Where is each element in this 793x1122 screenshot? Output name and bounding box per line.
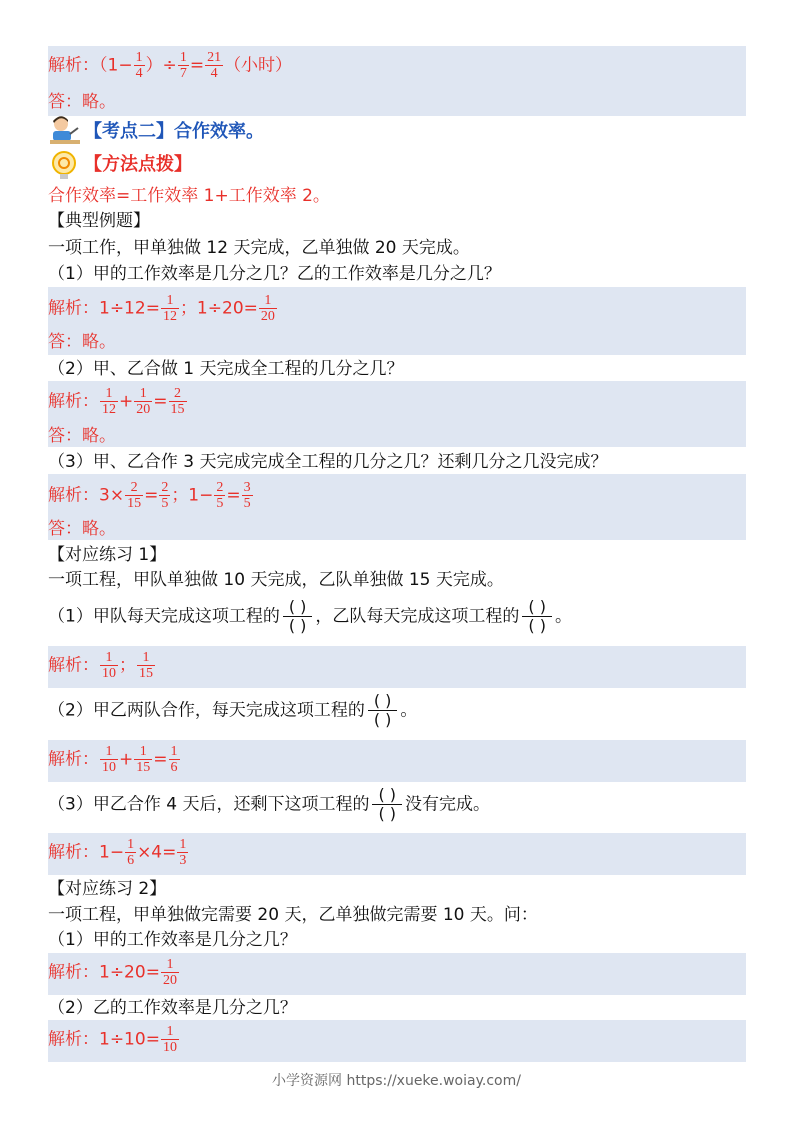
answer-blank: ( ) ( ) bbox=[522, 598, 552, 635]
fraction: $\frac{1}{12}$ bbox=[102, 386, 116, 417]
fraction: $\frac{1}{20}$ bbox=[260, 293, 275, 324]
fraction: $\frac{2}{5}$ bbox=[216, 480, 224, 511]
practice-1-solution-1: 解析： $\frac{1}{10}$ ； $\frac{1}{15}$ bbox=[48, 650, 153, 681]
answer-2: 答：略。 bbox=[48, 426, 116, 446]
practice-1-solution-2: 解析： $\frac{1}{10}$ + $\frac{1}{15}$ = $\frac{1}{6}$ bbox=[48, 744, 178, 775]
practice-2-question-1: （1）甲的工作效率是几分之几？ bbox=[48, 930, 297, 950]
practice-2-text: 一项工程，甲单独做完需要 20 天，乙单独做完需要 10 天。问： bbox=[48, 905, 538, 925]
example-text: 一项工作，甲单独做 12 天完成，乙单独做 20 天完成。 bbox=[48, 238, 470, 258]
fraction: $\frac{1}{12}$ bbox=[162, 293, 177, 324]
answer-1: 答：略。 bbox=[48, 332, 116, 352]
question-1: （1）甲的工作效率是几分之几？乙的工作效率是几分之几？ bbox=[48, 264, 501, 284]
practice-1-solution-3: 解析：1− $\frac{1}{6}$ ×4= $\frac{1}{3}$ bbox=[48, 837, 187, 868]
section-heading: 【考点二】合作效率。 bbox=[84, 121, 264, 142]
practice-2-solution-1: 解析：1÷20= $\frac{1}{20}$ bbox=[48, 957, 177, 988]
method-heading: 【方法点拨】 bbox=[84, 154, 192, 175]
question-2: （2）甲、乙合做 1 天完成全工程的几分之几？ bbox=[48, 359, 404, 379]
practice-2-solution-2: 解析：1÷10= $\frac{1}{10}$ bbox=[48, 1024, 177, 1055]
question-3: （3）甲、乙合作 3 天完成完成全工程的几分之几？还剩几分之几没完成？ bbox=[48, 452, 608, 472]
answer-3: 答：略。 bbox=[48, 519, 116, 539]
fraction: $\frac{1}{15}$ bbox=[136, 744, 151, 775]
student-writing-icon bbox=[48, 114, 82, 152]
solution-3: 解析：3× $\frac{2}{15}$ = $\frac{2}{5}$ ；1− $\frac{2}{5}$ = $\frac{3}{5}$ bbox=[48, 480, 251, 511]
fraction: $\frac{1}{6}$ bbox=[170, 744, 178, 775]
fraction: $\frac{2}{15}$ bbox=[127, 480, 142, 511]
fraction: $\frac{1}{15}$ bbox=[139, 650, 153, 681]
answer-line-1: 答：略。 bbox=[48, 92, 116, 112]
solution-1: 解析：1÷12= $\frac{1}{12}$ ；1÷20= $\frac{1}{20}$ bbox=[48, 293, 275, 324]
lightbulb-icon bbox=[48, 150, 80, 186]
practice-1-question-1: （1）甲队每天完成这项工程的 ( ) ( ) ，乙队每天完成这项工程的 ( ) ( ) 。 bbox=[48, 597, 572, 635]
fraction: $\frac{1}{20}$ bbox=[136, 386, 151, 417]
rule-text: 合作效率=工作效率 1+工作效率 2。 bbox=[48, 186, 330, 206]
practice-1-title: 【对应练习 1】 bbox=[48, 545, 167, 565]
practice-1-question-3: （3）甲乙合作 4 天后，还剩下这项工程的 ( ) ( ) 没有完成。 bbox=[48, 785, 491, 823]
fraction: $\frac{1}{20}$ bbox=[162, 957, 177, 988]
fraction: $\frac{1}{4}$ bbox=[135, 50, 143, 81]
fraction: $\frac{1}{6}$ bbox=[127, 837, 135, 868]
fraction: $\frac{1}{10}$ bbox=[102, 744, 116, 775]
page-footer: 小学资源网 https://xueke.woiay.com/ bbox=[272, 1073, 521, 1089]
fraction: $\frac{1}{3}$ bbox=[179, 837, 187, 868]
fraction: $\frac{2}{5}$ bbox=[161, 480, 169, 511]
fraction: $\frac{1}{10}$ bbox=[102, 650, 116, 681]
solution-line-1: 解析：（1− $\frac{1}{4}$ ）÷ $\frac{1}{7}$ = $\frac{21}{4}$ （小时） bbox=[48, 50, 293, 81]
fraction: $\frac{1}{10}$ bbox=[162, 1024, 177, 1055]
practice-1-text: 一项工程，甲队单独做 10 天完成，乙队单独做 15 天完成。 bbox=[48, 570, 504, 590]
practice-2-title: 【对应练习 2】 bbox=[48, 879, 167, 899]
solution-2: 解析： $\frac{1}{12}$ + $\frac{1}{20}$ = $\frac{2}{15}$ bbox=[48, 386, 185, 417]
fraction: $\frac{21}{4}$ bbox=[207, 50, 222, 81]
practice-2-question-2: （2）乙的工作效率是几分之几？ bbox=[48, 998, 297, 1018]
fraction: $\frac{2}{15}$ bbox=[170, 386, 185, 417]
answer-blank: ( ) ( ) bbox=[372, 786, 402, 823]
example-title: 【典型例题】 bbox=[48, 211, 150, 231]
answer-blank: ( ) ( ) bbox=[368, 692, 398, 729]
practice-1-question-2: （2）甲乙两队合作，每天完成这项工程的 ( ) ( ) 。 bbox=[48, 691, 418, 729]
answer-blank: ( ) ( ) bbox=[283, 598, 313, 635]
fraction: $\frac{3}{5}$ bbox=[243, 480, 251, 511]
fraction: $\frac{1}{7}$ bbox=[179, 50, 187, 81]
